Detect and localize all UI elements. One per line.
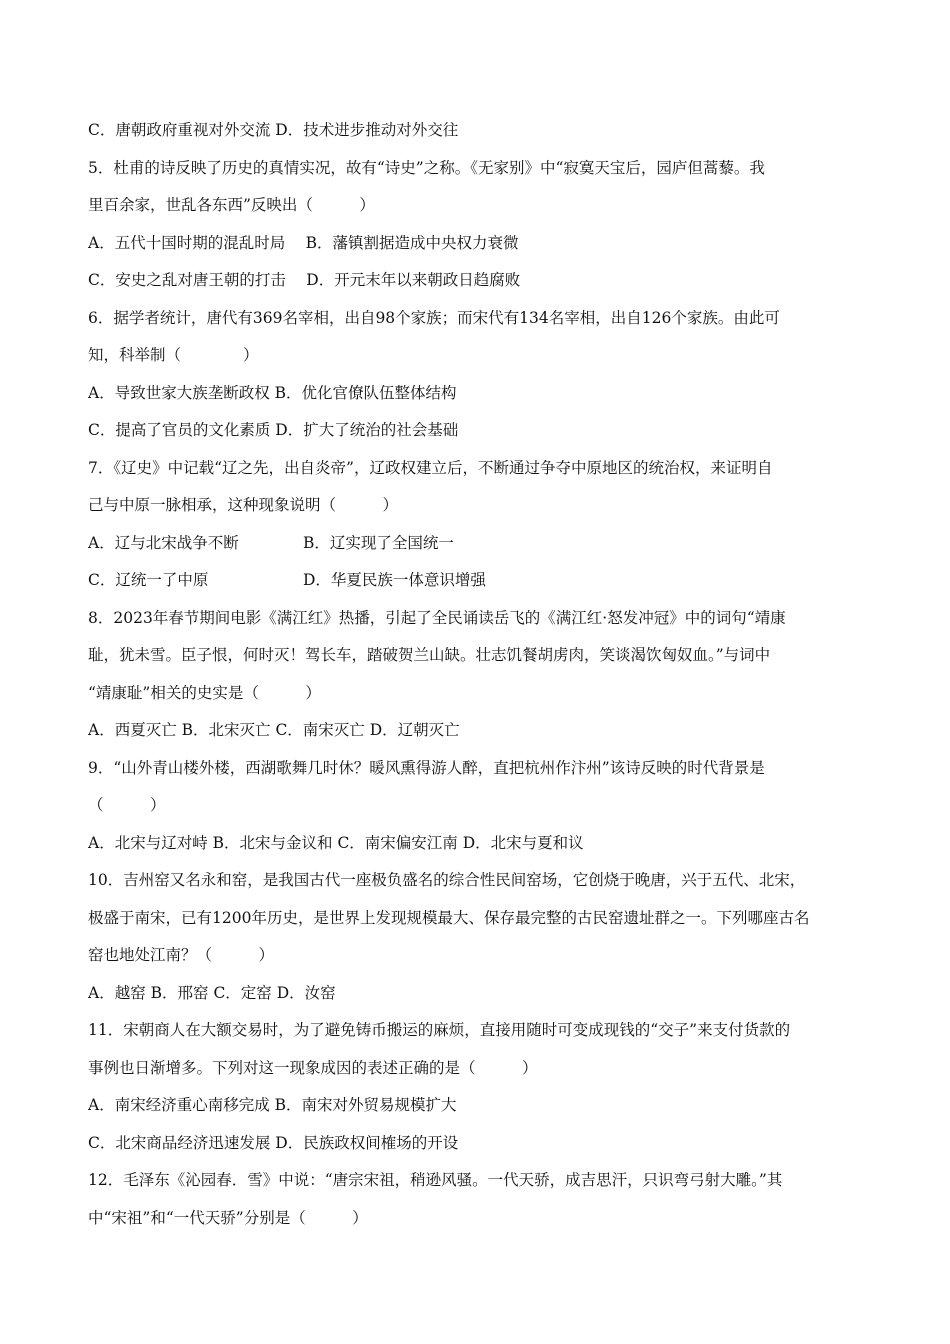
text-line: 极盛于南宋，已有1200年历史，是世界上发现规模最大、保存最完整的古民窑遗址群之一。下列哪座古名 (88, 908, 810, 927)
text-line: 9．“山外青山楼外楼，西湖歌舞几时休？暖风熏得游人醉，直把杭州作汴州”该诗反映的时代背景是 (88, 758, 765, 777)
text-line: A．北宋与辽对峙 B．北宋与金议和 C．南宋偏安江南 D．北宋与夏和议 (88, 833, 584, 852)
text-line: 12．毛泽东《沁园春．雪》中说：“唐宗宋祖，稍逊风骚。一代天骄，成吉思汗，只识弯弓射大雕。”其 (88, 1171, 783, 1189)
text-line: 耻，犹未雪。臣子恨，何时灭！驾长车，踏破贺兰山缺。壮志饥餐胡虏肉，笑谈渴饮匈奴血。”与词中 (88, 646, 771, 664)
text-line: 中“宋祖”和“一代天骄”分别是（ ） (88, 1208, 368, 1227)
text-line: 10．吉州窑又名永和窑，是我国古代一座极负盛名的综合性民间窑场，它创烧于晚唐，兴于五代、北宋， (88, 871, 806, 889)
document-page (88, 112, 868, 1237)
text-line: C．安史之乱对唐王朝的打击 D．开元末年以来朝政日趋腐败 (88, 271, 521, 289)
q7-option-d: D．华夏民族一体意识增强 (303, 571, 486, 589)
q7-option-c: C．辽统一了中原 (88, 571, 209, 589)
text-line: A．越窑 B．邢窑 C．定窑 D．汝窑 (88, 983, 336, 1002)
q7-option-a: A．辽与北宋战争不断 (88, 533, 239, 552)
q7-options-row-2 (88, 562, 868, 600)
text-line: 知，科举制（ ） (88, 346, 259, 364)
text-line: （ ） (88, 796, 166, 814)
text-line: 己与中原一脉相承，这种现象说明（ ） (88, 496, 399, 514)
text-line: 事例也日渐增多。下列对这一现象成因的表述正确的是（ ） (88, 1058, 538, 1077)
text-line: 8．2023年春节期间电影《满江红》热播，引起了全民诵读岳飞的《满江红·怒发冲冠》中的词句“靖康 (88, 608, 786, 627)
q7-options-row-1 (88, 525, 868, 563)
text-line: A．南宋经济重心南移完成 B．南宋对外贸易规模扩大 (88, 1096, 457, 1114)
text-line: 窑也地处江南？（ ） (88, 946, 275, 964)
text-line: 5．杜甫的诗反映了历史的真情实况，故有“诗史”之称。《无家别》中“寂寞天宝后，园庐但蒿藜。我 (88, 158, 765, 177)
q7-option-b: B．辽实现了全国统一 (303, 533, 454, 552)
text-line: 7．《辽史》中记载“辽之先，出自炎帝”，辽政权建立后，不断通过争夺中原地区的统治权，来证明自 (88, 458, 773, 477)
text-line: C．提高了官员的文化素质 D．扩大了统治的社会基础 (88, 421, 459, 439)
text-line: 6．据学者统计，唐代有369名宰相，出自98个家族；而宋代有134名宰相，出自126个家族。由此可 (88, 308, 780, 327)
text-line: 11．宋朝商人在大额交易时，为了避免铸币搬运的麻烦，直接用随时可变成现钱的“交子”来支付货款的 (88, 1021, 791, 1039)
text-line: “靖康耻”相关的史实是（ ） (88, 683, 321, 702)
text-line: A．导致世家大族垄断政权 B．优化官僚队伍整体结构 (88, 383, 457, 402)
text-line: A．西夏灭亡 B．北宋灭亡 C．南宋灭亡 D．辽朝灭亡 (88, 721, 460, 739)
text-line: C．北宋商品经济迅速发展 D．民族政权间榷场的开设 (88, 1133, 459, 1152)
text-line: 里百余家，世乱各东西”反映出（ ） (88, 196, 375, 214)
text-line: A．五代十国时期的混乱时局 B．藩镇割据造成中央权力衰微 (88, 233, 519, 252)
text-line: C．唐朝政府重视对外交流 D．技术进步推动对外交往 (88, 121, 459, 139)
